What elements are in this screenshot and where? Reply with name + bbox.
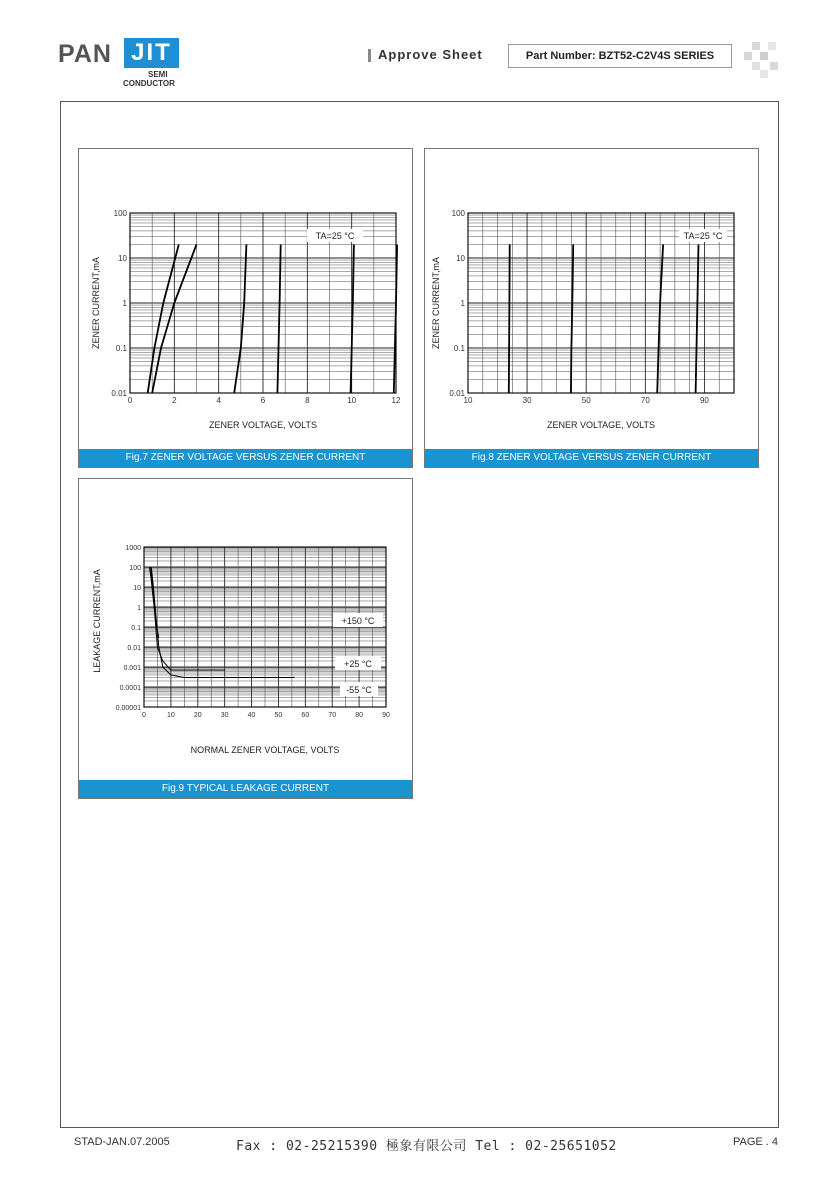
footer-page-number: PAGE . 4 xyxy=(733,1136,779,1148)
x-tick-label: 60 xyxy=(301,712,310,719)
title-bar-marker xyxy=(368,49,371,62)
x-tick-label: 4 xyxy=(216,396,221,405)
y-tick-label: 10 xyxy=(133,585,141,592)
x-tick-label: 80 xyxy=(355,712,364,719)
x-tick-label: 10 xyxy=(463,396,473,405)
y-tick-label: 0.0001 xyxy=(119,685,141,692)
logo-pan-text: PAN xyxy=(58,40,112,68)
temperature-annotation: -55 °C xyxy=(346,685,372,695)
y-axis-label: LEAKAGE CURRENT,mA xyxy=(92,569,102,673)
x-tick-label: 10 xyxy=(347,396,357,405)
series-curve xyxy=(234,245,246,394)
footer-doc-code: STAD-JAN.07.2005 xyxy=(74,1136,170,1148)
page-title: Approve Sheet xyxy=(378,47,483,62)
y-tick-label: 100 xyxy=(129,565,141,572)
series-curve xyxy=(509,245,510,394)
figure-caption-fig9: Fig.9 TYPICAL LEAKAGE CURRENT xyxy=(79,780,412,798)
x-axis-label: ZENER VOLTAGE, VOLTS xyxy=(546,420,656,430)
y-tick-label: 0.001 xyxy=(123,665,141,672)
y-tick-label: 10 xyxy=(118,254,127,263)
x-tick-label: 2 xyxy=(172,396,177,405)
figure-caption-fig8: Fig.8 ZENER VOLTAGE VERSUS ZENER CURRENT xyxy=(425,449,758,467)
figure-panel-fig7 xyxy=(78,148,413,468)
temperature-annotation: TA=25 °C xyxy=(683,231,723,241)
y-tick-label: 1000 xyxy=(125,545,141,552)
y-axis-label: ZENER CURRENT,mA xyxy=(91,256,101,350)
y-tick-label: 0.1 xyxy=(131,625,141,632)
y-tick-label: 0.00001 xyxy=(115,705,141,712)
x-tick-label: 50 xyxy=(274,712,283,719)
x-tick-label: 0 xyxy=(142,712,146,719)
y-tick-label: 0.1 xyxy=(453,344,465,353)
x-tick-label: 30 xyxy=(220,712,229,719)
logo-semi-text: SEMI xyxy=(148,70,168,79)
x-tick-label: 20 xyxy=(193,712,202,719)
footer-contact: Fax : 02-25215390 極象有限公司 Tel : 02-25651052 xyxy=(236,1139,617,1154)
x-tick-label: 30 xyxy=(522,396,532,405)
figure-panel-fig9 xyxy=(78,478,413,799)
y-axis-label: ZENER CURRENT,mA xyxy=(431,256,441,350)
chart-fig8 xyxy=(425,149,758,449)
series-curve xyxy=(351,245,354,394)
y-tick-label: 0.01 xyxy=(449,389,465,398)
y-tick-label: 0.1 xyxy=(115,344,127,353)
x-tick-label: 12 xyxy=(391,396,401,405)
x-tick-label: 70 xyxy=(328,712,337,719)
x-tick-label: 6 xyxy=(260,396,266,405)
x-tick-label: 10 xyxy=(166,712,175,719)
logo-jit-badge: JIT xyxy=(124,38,179,68)
x-tick-label: 8 xyxy=(305,396,310,405)
logo-conductor-text: CONDUCTOR xyxy=(123,79,175,88)
x-axis-label: ZENER VOLTAGE, VOLTS xyxy=(208,420,318,430)
y-tick-label: 100 xyxy=(113,209,127,218)
figure-caption-fig7: Fig.7 ZENER VOLTAGE VERSUS ZENER CURRENT xyxy=(79,449,412,467)
series-curve xyxy=(696,245,699,394)
chart-fig7 xyxy=(79,149,412,449)
y-tick-label: 0.01 xyxy=(127,645,141,652)
part-number-box: Part Number: BZT52-C2V4S SERIES xyxy=(508,44,732,68)
y-tick-label: 1 xyxy=(137,605,141,612)
x-tick-label: 40 xyxy=(247,712,256,719)
y-tick-label: 0.01 xyxy=(111,389,127,398)
x-tick-label: 90 xyxy=(699,396,709,405)
figure-panel-fig8 xyxy=(424,148,759,468)
y-tick-label: 1 xyxy=(122,299,127,308)
series-curve xyxy=(151,567,225,670)
x-axis-label: NORMAL ZENER VOLTAGE, VOLTS xyxy=(190,745,340,755)
chart-fig9 xyxy=(79,479,412,780)
x-tick-label: 50 xyxy=(581,396,591,405)
temperature-annotation: +25 °C xyxy=(344,659,372,669)
x-tick-label: 90 xyxy=(382,712,390,719)
x-tick-label: 0 xyxy=(127,396,133,405)
decorative-squares xyxy=(744,42,780,78)
series-curve xyxy=(277,245,280,394)
y-tick-label: 100 xyxy=(451,209,465,218)
x-tick-label: 70 xyxy=(640,396,650,405)
temperature-annotation: TA=25 °C xyxy=(315,231,355,241)
y-tick-label: 10 xyxy=(456,254,465,263)
y-tick-label: 1 xyxy=(460,299,465,308)
temperature-annotation: +150 °C xyxy=(341,616,375,626)
